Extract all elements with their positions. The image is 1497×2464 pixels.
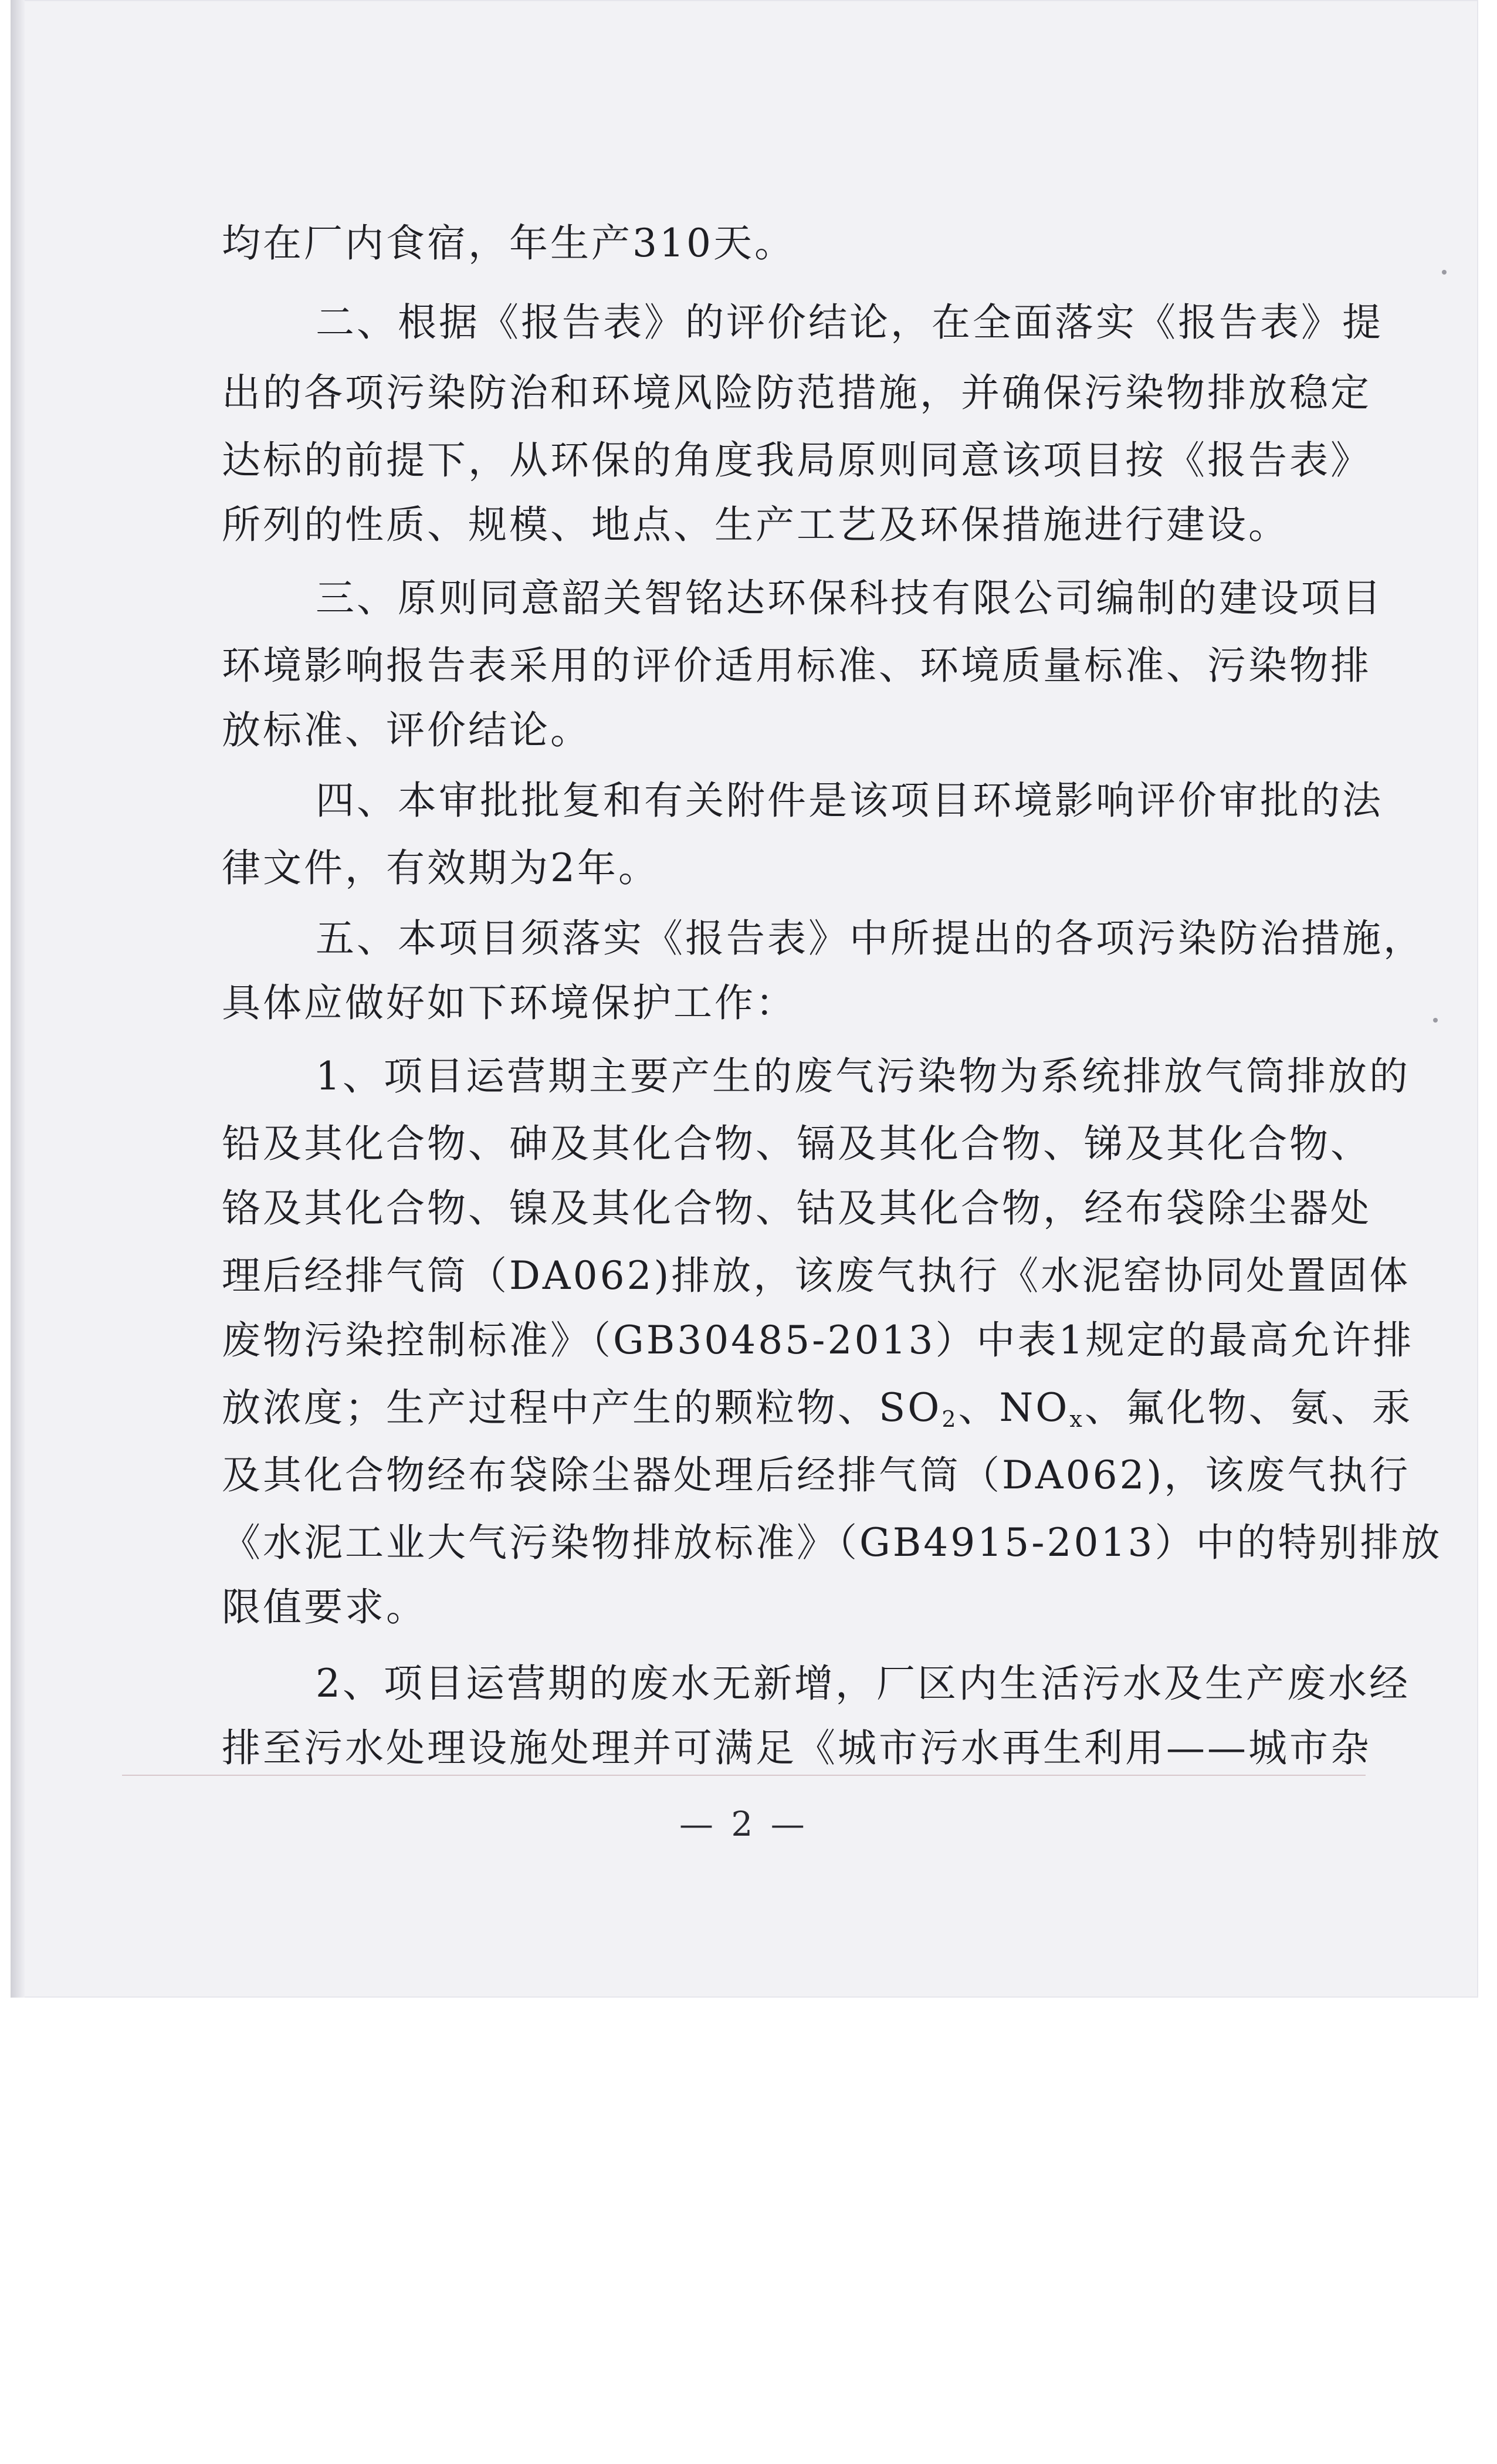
text-line-17: 废物污染控制标准》（GB30485-2013）中表1规定的最高允许排 bbox=[222, 1318, 1414, 1363]
page-number: — 2 — bbox=[679, 1804, 808, 1844]
footer-rule bbox=[122, 1775, 1366, 1776]
text-line-22: 2、项目运营期的废水无新增，厂区内生活污水及生产废水经 bbox=[316, 1661, 1410, 1706]
text-line-2: 二、根据《报告表》的评价结论，在全面落实《报告表》提 bbox=[316, 300, 1383, 345]
text-line-12: 具体应做好如下环境保护工作： bbox=[222, 980, 797, 1025]
text-line-21: 限值要求。 bbox=[222, 1585, 427, 1630]
text-line-7: 环境影响报告表采用的评价适用标准、环境质量标准、污染物排 bbox=[222, 643, 1371, 688]
text-line-19: 及其化合物经布袋除尘器处理后经排气筒（DA062)，该废气执行 bbox=[222, 1453, 1411, 1498]
nox-subscript: x bbox=[1069, 1406, 1085, 1432]
text-line-1: 均在厂内食宿，年生产310天。 bbox=[222, 221, 795, 266]
scanned-page bbox=[11, 0, 1478, 1998]
text-line-11: 五、本项目须落实《报告表》中所提出的各项污染防治措施， bbox=[316, 916, 1424, 961]
text-line-13: 1、项目运营期主要产生的废气污染物为系统排放气筒排放的 bbox=[316, 1054, 1410, 1099]
text-line-20: 《水泥工业大气污染物排放标准》（GB4915-2013）中的特别排放 bbox=[222, 1520, 1442, 1565]
text-line-3: 出的各项污染防治和环境风险防范措施，并确保污染物排放稳定 bbox=[222, 370, 1371, 415]
text-line-23: 排至污水处理设施处理并可满足《城市污水再生利用——城市杂 bbox=[222, 1725, 1371, 1771]
scan-speck bbox=[1442, 270, 1447, 275]
text-line-5: 所列的性质、规模、地点、生产工艺及环保措施进行建设。 bbox=[222, 502, 1289, 547]
text-line-16: 理后经排气筒（DA062)排放，该废气执行《水泥窑协同处置固体 bbox=[222, 1253, 1411, 1298]
text-line-18 bbox=[222, 1382, 1413, 1446]
so2-subscript: 2 bbox=[941, 1406, 959, 1432]
text-line-9: 四、本审批批复和有关附件是该项目环境影响评价审批的法 bbox=[316, 778, 1383, 823]
text-line-4: 达标的前提下，从环保的角度我局原则同意该项目按《报告表》 bbox=[222, 438, 1371, 483]
text-line-6: 三、原则同意韶关智铭达环保科技有限公司编制的建设项目 bbox=[316, 576, 1383, 621]
text-line-18-mid: 、NO bbox=[958, 1385, 1070, 1430]
text-line-10: 律文件，有效期为2年。 bbox=[222, 845, 659, 891]
text-line-8: 放标准、评价结论。 bbox=[222, 708, 591, 753]
text-line-18-start: 放浓度；生产过程中产生的颗粒物、SO bbox=[222, 1385, 942, 1430]
scan-speck bbox=[1433, 1018, 1438, 1023]
text-line-14: 铅及其化合物、砷及其化合物、镉及其化合物、锑及其化合物、 bbox=[222, 1121, 1371, 1166]
text-line-18-end: 、氟化物、氨、汞 bbox=[1084, 1385, 1413, 1430]
text-line-15: 铬及其化合物、镍及其化合物、钴及其化合物，经布袋除尘器处 bbox=[222, 1186, 1371, 1231]
